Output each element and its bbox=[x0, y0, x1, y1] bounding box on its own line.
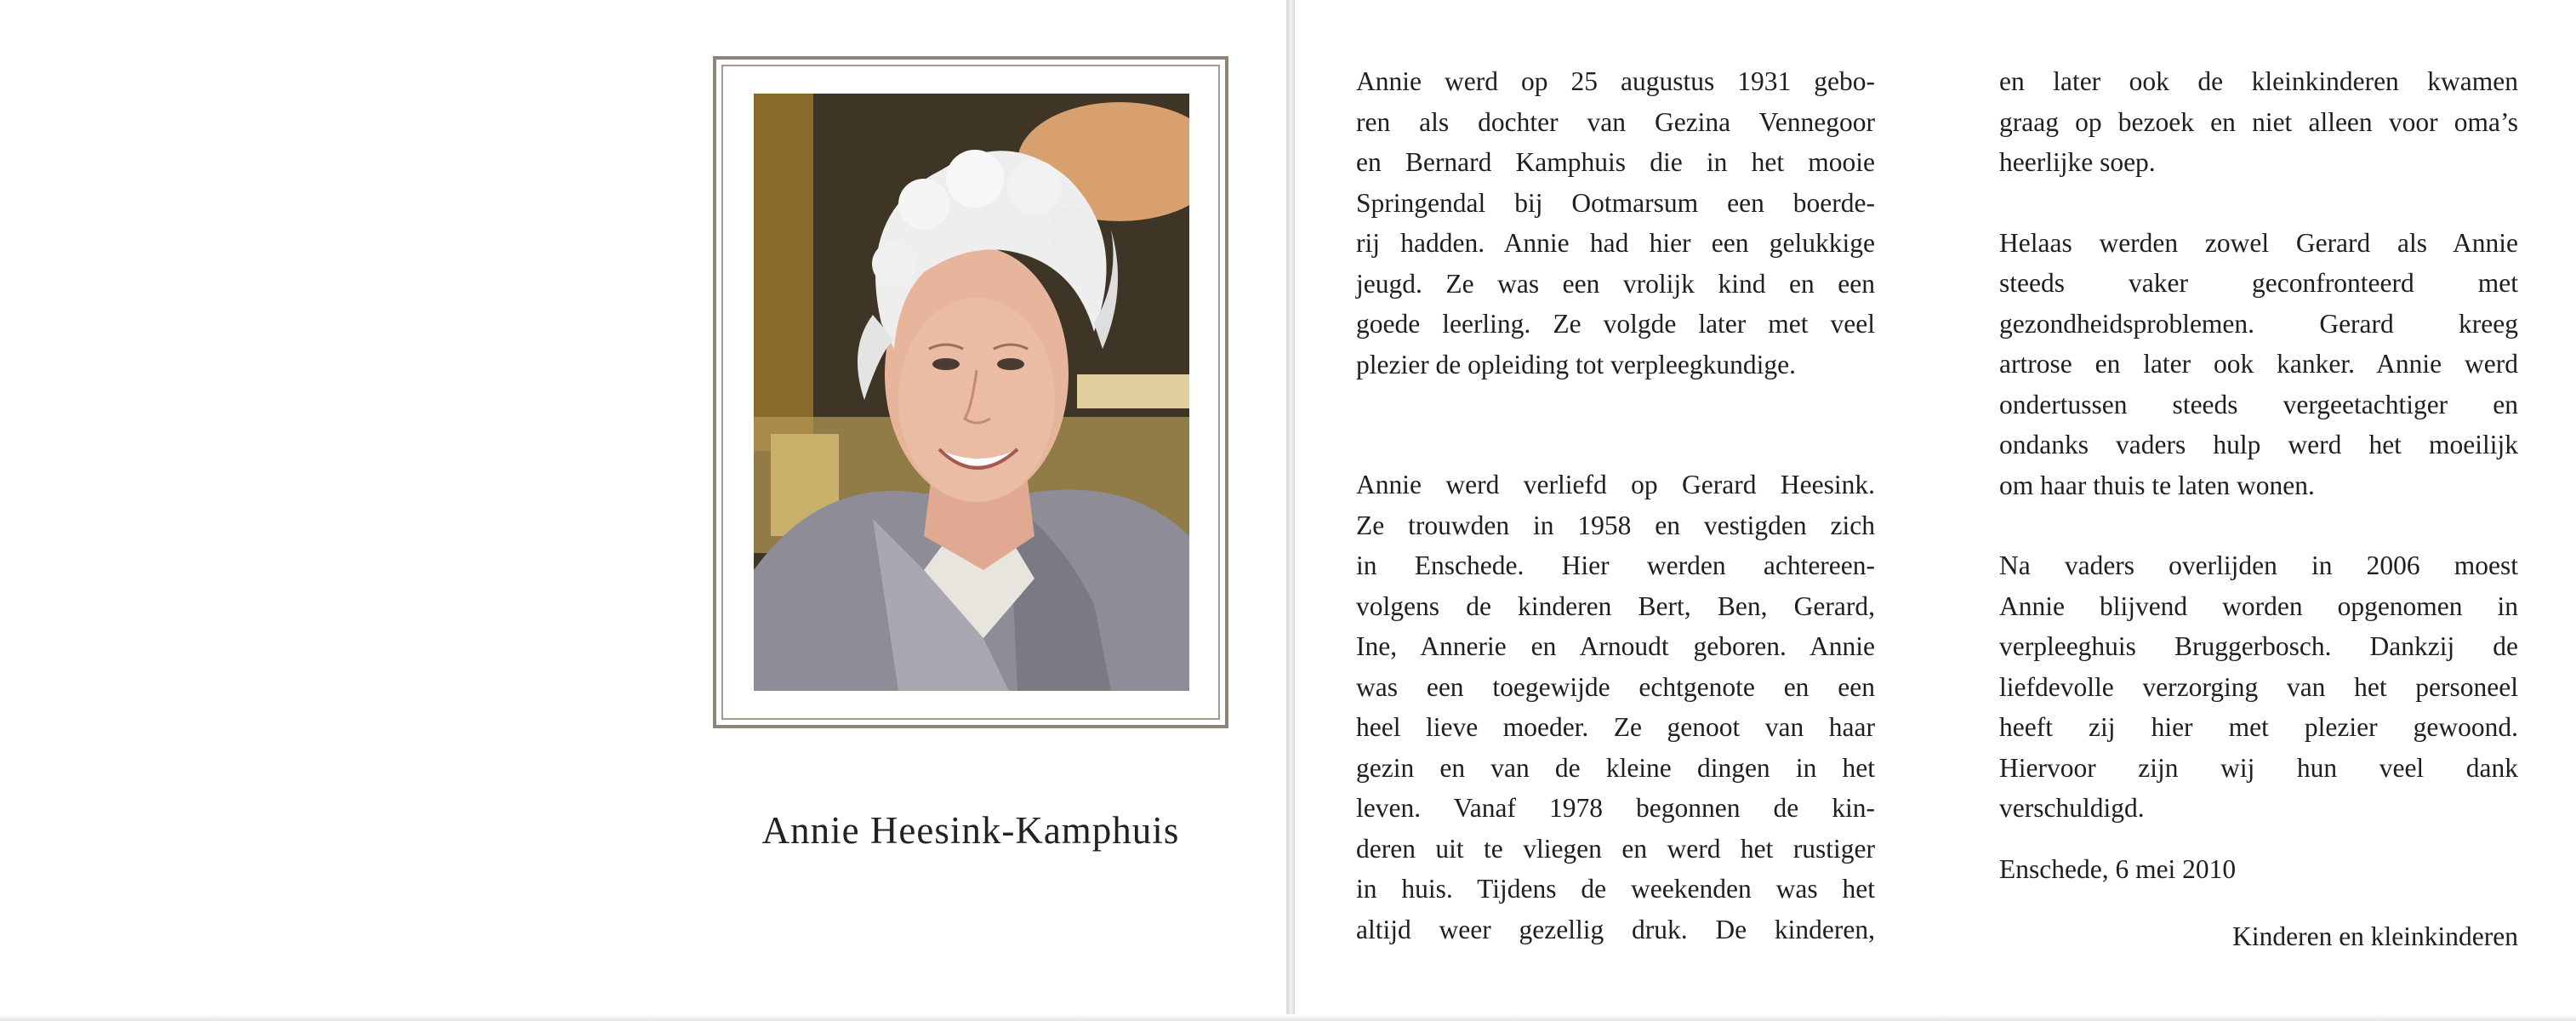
paragraph-marriage bbox=[1356, 465, 1875, 950]
text-line: en Bernard Kamphuis die in het mooie bbox=[1356, 147, 1875, 177]
text-line: verpleeghuis Bruggerbosch. Dankzij de bbox=[1999, 631, 2518, 661]
text-line: Annie werd op 25 augustus 1931 gebo- bbox=[1356, 66, 1875, 96]
left-panel bbox=[0, 0, 1286, 1021]
paragraph-health bbox=[1999, 223, 2518, 506]
text-line: altijd weer gezellig druk. De kinderen, bbox=[1356, 914, 1875, 944]
place-date: Enschede, 6 mei 2010 bbox=[1999, 853, 2237, 884]
text-line: Na vaders overlijden in 2006 moest bbox=[1999, 550, 2518, 580]
card-bottom-edge bbox=[0, 1014, 2576, 1021]
text-line: leven. Vanaf 1978 begonnen de kin- bbox=[1356, 793, 1875, 823]
text-line: graag op bezoek en niet alleen voor oma’s bbox=[1999, 106, 2518, 137]
text-line: volgens de kinderen Bert, Ben, Gerard, bbox=[1356, 590, 1875, 621]
text-line: Annie werd verliefd op Gerard Heesink. bbox=[1356, 470, 1875, 499]
text-line: liefdevolle verzorging van het personeel bbox=[1999, 671, 2518, 702]
paragraph-birth bbox=[1356, 61, 1875, 385]
deceased-name: Annie Heesink-Kamphuis bbox=[761, 809, 1180, 852]
text-line: Helaas werden zowel Gerard als Annie bbox=[1999, 227, 2518, 258]
text-line: steeds vaker geconfronteerd met bbox=[1999, 268, 2518, 298]
text-line: ondanks vaders hulp werd het moeilijk bbox=[1999, 430, 2518, 459]
text-line: Hiervoor zijn wij hun veel dank bbox=[1999, 752, 2518, 783]
text-line: goede leerling. Ze volgde later met veel bbox=[1356, 309, 1875, 339]
text-line: Ze trouwden in 1958 en vestigden zich bbox=[1356, 510, 1875, 540]
text-line: heeft zij hier met plezier gewoond. bbox=[1999, 712, 2518, 742]
text-line: artrose en later ook kanker. Annie werd bbox=[1999, 349, 2518, 379]
signoff: Kinderen en kleinkinderen bbox=[2232, 921, 2518, 951]
text-line: Ine, Annerie en Arnoudt geboren. Annie bbox=[1356, 631, 1875, 661]
text-line: Springendal bij Ootmarsum een boerde- bbox=[1356, 187, 1875, 218]
text-line: in Enschede. Hier werden achtereen- bbox=[1356, 550, 1875, 580]
paragraph-visits bbox=[1999, 61, 2518, 183]
text-line: deren uit te vliegen en werd het rustiger bbox=[1356, 833, 1875, 864]
text-line: gezin en van de kleine dingen in het bbox=[1356, 752, 1875, 783]
text-line: ondertussen steeds vergeetachtiger en bbox=[1999, 389, 2518, 419]
text-line: in huis. Tijdens de weekenden was het bbox=[1356, 874, 1875, 904]
text-line: rij hadden. Annie had hier een gelukkige bbox=[1356, 228, 1875, 258]
portrait-photo bbox=[754, 94, 1189, 691]
text-column-2 bbox=[1999, 61, 2518, 957]
text-column-1 bbox=[1356, 61, 1875, 950]
photo-frame bbox=[713, 56, 1228, 728]
text-line: en later ook de kleinkinderen kwamen bbox=[1999, 66, 2518, 96]
text-line: gezondheidsproblemen. Gerard kreeg bbox=[1999, 308, 2518, 339]
text-line: plezier de opleiding tot verpleegkundige. bbox=[1356, 349, 1796, 379]
text-line: heerlijke soep. bbox=[1999, 147, 2156, 177]
text-line: verschuldigd. bbox=[1999, 793, 2145, 823]
text-line: ren als dochter van Gezina Vennegoor bbox=[1356, 106, 1875, 137]
text-line: heel lieve moeder. Ze genoot van haar bbox=[1356, 712, 1875, 742]
paragraph-care-home bbox=[1999, 545, 2518, 829]
text-line: jeugd. Ze was een vrolijk kind en een bbox=[1356, 268, 1875, 299]
text-line: om haar thuis te laten wonen. bbox=[1999, 470, 2315, 500]
text-line: was een toegewijde echtgenote en een bbox=[1356, 671, 1875, 702]
card-fold bbox=[1286, 0, 1295, 1021]
text-line: Annie blijvend worden opgenomen in bbox=[1999, 590, 2518, 621]
